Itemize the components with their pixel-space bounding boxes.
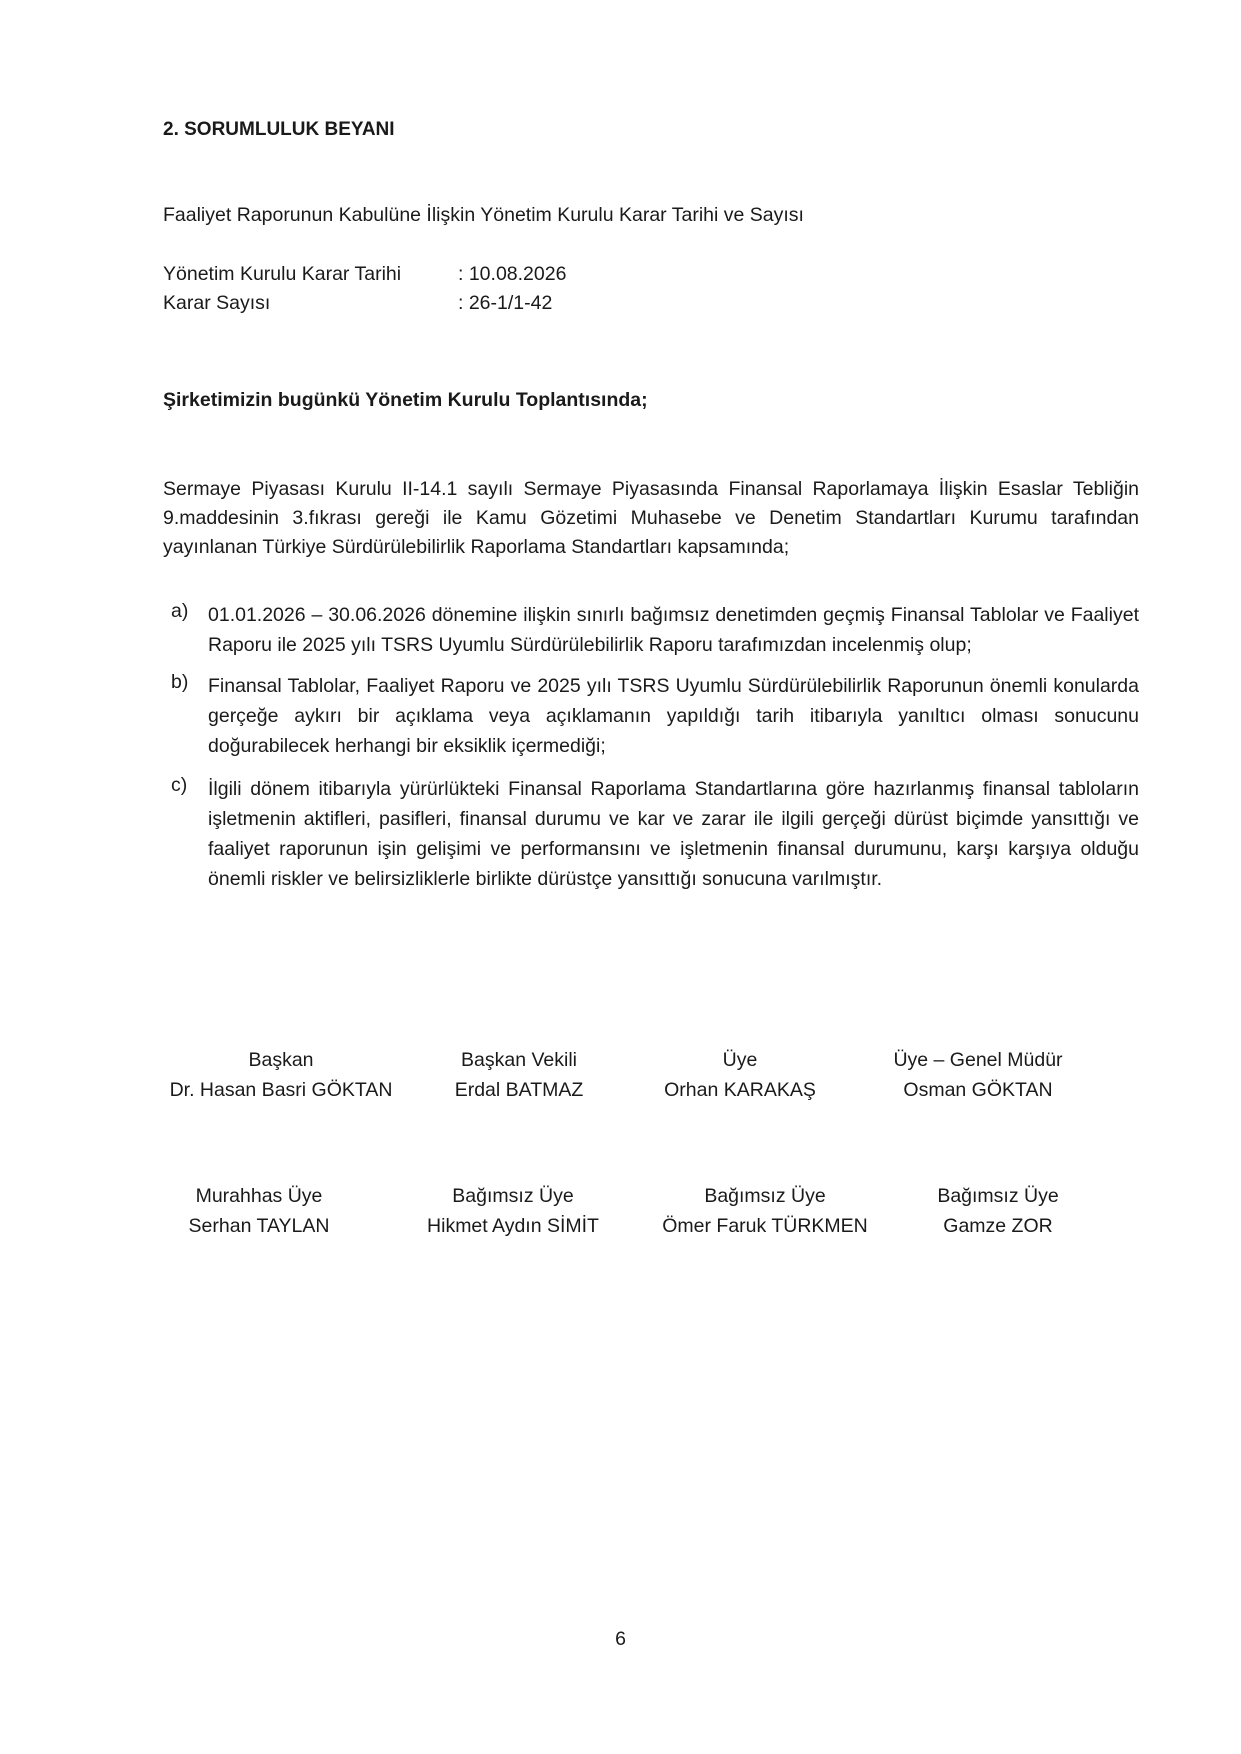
signatory-title: Bağımsız Üye — [704, 1185, 826, 1207]
signatory-title: Üye – Genel Müdür — [893, 1049, 1063, 1071]
meeting-heading: Şirketimizin bugünkü Yönetim Kurulu Toplantısında; — [163, 389, 648, 411]
intro-paragraph: Sermaye Piyasası Kurulu II-14.1 sayılı Sermaye Piyasasında Finansal Raporlamaya İlişkin Esaslar Tebliğin 9.maddesinin 3.fıkrası gereği ile Kamu Gözetimi Muhasebe ve Denetim Standartları Kurumu tarafından yayınlanan Türkiye Sürdürülebilirlik Raporlama Standartları kapsamında; — [163, 478, 1139, 558]
list-item-letter: c) — [171, 774, 188, 796]
decision-number-label: Karar Sayısı — [163, 292, 271, 314]
signatory-name: Serhan TAYLAN — [188, 1215, 330, 1237]
signatory-name: Ömer Faruk TÜRKMEN — [662, 1215, 868, 1237]
signature-block — [455, 1045, 584, 1105]
decision-date-value: : 10.08.2026 — [458, 263, 567, 285]
signatory-title: Bağımsız Üye — [937, 1185, 1059, 1207]
section-title: 2. SORUMLULUK BEYANI — [163, 119, 395, 140]
list-item-text: Finansal Tablolar, Faaliyet Raporu ve 2025 yılı TSRS Uyumlu Sürdürülebilirlik Raporunun önemli konularda gerçeğe aykırı bir açıklama veya açıklamanın yapıldığı tarih itibarıyla yanıltıcı olması sonucunu doğurabilecek herhangi bir eksiklik içermediği; — [208, 675, 1139, 757]
signatory-name: Orhan KARAKAŞ — [664, 1079, 816, 1101]
page-number: 6 — [615, 1628, 626, 1650]
signature-block — [189, 1181, 330, 1241]
signatory-name: Osman GÖKTAN — [903, 1079, 1053, 1101]
signature-block — [664, 1045, 816, 1105]
signature-block — [893, 1045, 1062, 1105]
decision-number-row — [163, 292, 552, 315]
signature-block — [427, 1181, 599, 1241]
signatory-title: Murahhas Üye — [195, 1185, 323, 1207]
decision-subtitle: Faaliyet Raporunun Kabulüne İlişkin Yönetim Kurulu Karar Tarihi ve Sayısı — [163, 204, 804, 226]
signatory-title: Başkan Vekili — [461, 1049, 577, 1071]
signature-block — [170, 1045, 393, 1105]
decision-date-row — [163, 263, 566, 286]
list-item-text: İlgili dönem itibarıyla yürürlükteki Finansal Raporlama Standartlarına göre hazırlanmış finansal tabloların işletmenin aktifleri, pasifleri, finansal durumu ve kar ve zarar ile ilgili gerçeği dürüst biçimde yansıttığı ve faaliyet raporunun işin gelişimi ve performansını ve işletmenin finansal durumunu, karşı karşıya olduğu önemli riskler ve belirsizliklerle birlikte dürüstçe yansıttığı sonucuna varılmıştır. — [208, 778, 1139, 890]
decision-date-label: Yönetim Kurulu Karar Tarihi — [163, 263, 402, 285]
signatory-name: Gamze ZOR — [943, 1215, 1053, 1237]
signature-block — [937, 1181, 1058, 1241]
signatory-title: Bağımsız Üye — [452, 1185, 574, 1207]
signatory-name: Erdal BATMAZ — [454, 1079, 584, 1101]
list-item-text: 01.01.2026 – 30.06.2026 dönemine ilişkin sınırlı bağımsız denetimden geçmiş Finansal Tablolar ve Faaliyet Raporu ile 2025 yılı TSRS Uyumlu Sürdürülebilirlik Raporu tarafımızdan incelenmiş olup; — [208, 604, 1139, 656]
list-item-letter: a) — [171, 600, 189, 622]
signatory-name: Hikmet Aydın SİMİT — [427, 1215, 599, 1237]
decision-number-value: : 26-1/1-42 — [458, 292, 553, 314]
list-item-letter: b) — [171, 671, 189, 693]
signatory-title: Üye — [722, 1049, 758, 1071]
signatory-name: Dr. Hasan Basri GÖKTAN — [169, 1079, 393, 1101]
signatory-title: Başkan — [248, 1049, 314, 1071]
signature-block — [662, 1181, 868, 1241]
